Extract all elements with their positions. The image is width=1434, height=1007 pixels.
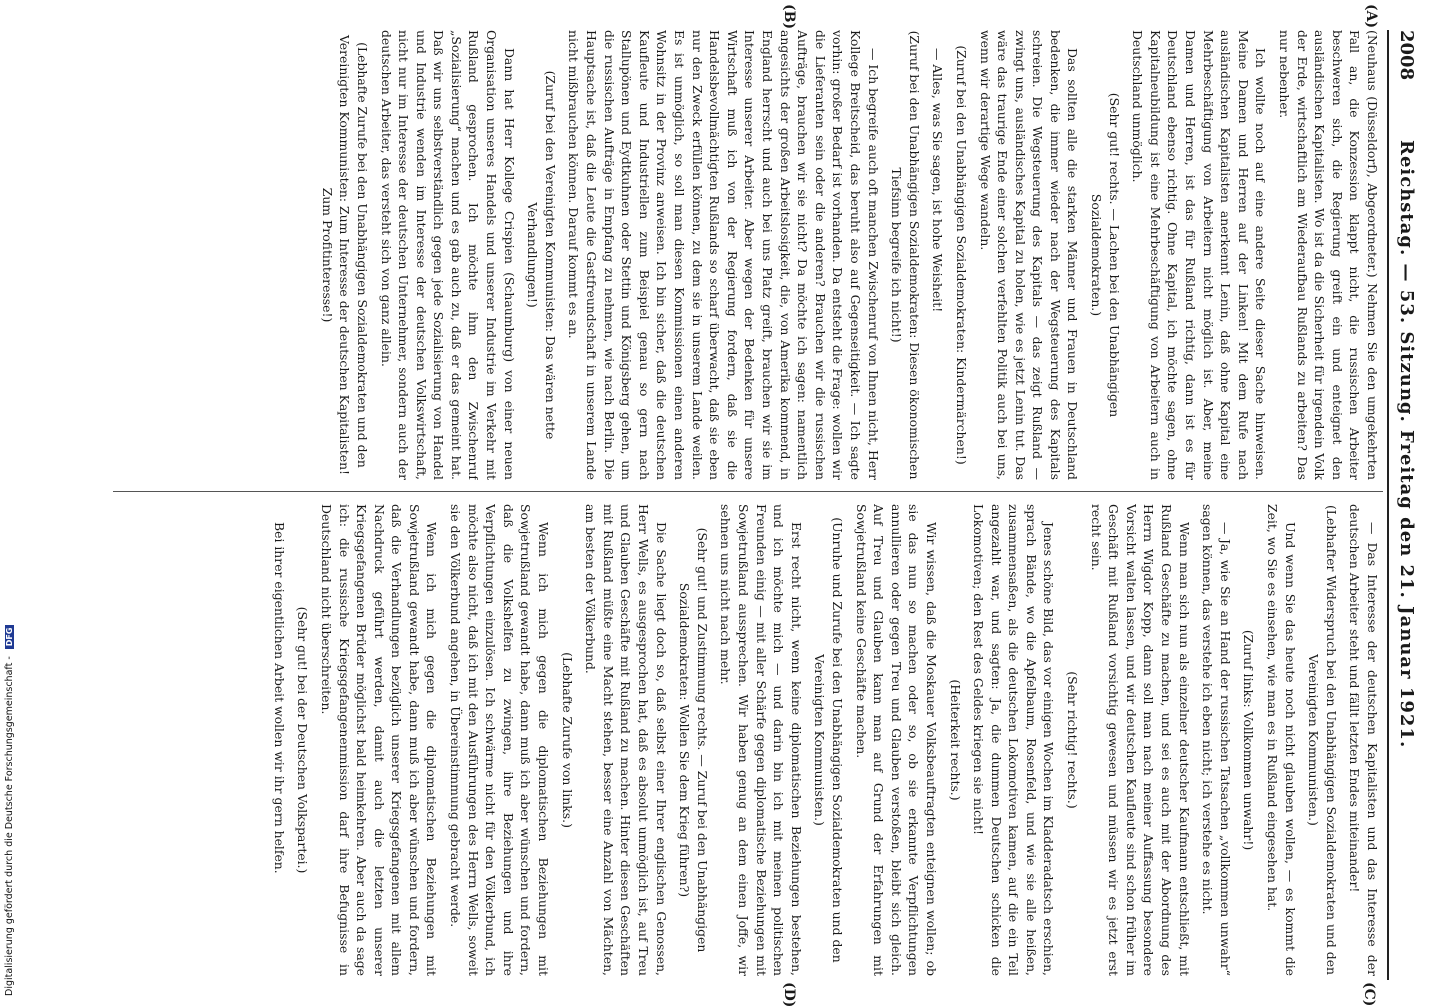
interjection: (Sehr gut! bei der Deutschen Volkspartei.)	[295, 606, 311, 874]
paragraph: Bei ihrer eigentlichen Arbeit wollen wir ihr gern helfen.	[271, 522, 287, 874]
margin-marker-a: (A)	[1363, 4, 1379, 29]
credit-text: Digitalisierung gefördert durch die Deutsche Forschungsgemeinschaft -	[4, 656, 15, 996]
interjection: (Unruhe und Zurufe bei den Unabhängigen Sozialdemokraten und den Vereinigten Kommunisten.)	[812, 517, 845, 963]
interjection: (Lebhafte Zurufe von links.)	[559, 652, 575, 828]
paragraph: Und wenn Sie das heute noch nicht glauben wollen, — es kommt die Zeit, wo Sie es einsehen, wie man es in Rußland eingesehen hat.	[1265, 504, 1298, 976]
interjection: (Lebhafter Widerspruch bei den Unabhängigen Sozialdemokraten und den Vereinigten Kommunisten.)	[1306, 504, 1339, 976]
margin-marker-c: (C)	[1361, 982, 1377, 1007]
right-column	[111, 504, 1381, 976]
interjection: (Zuruf bei den Unabhängigen Sozialdemokraten: Diesen ökonomischen Tiefsinn begreife ich nicht!)	[889, 30, 922, 480]
paragraph: — Alles, was Sie sagen, ist hohe Weisheit!	[930, 48, 946, 313]
margin-marker-d: (D)	[781, 982, 797, 1007]
interjection: (Lebhafte Zurufe bei den Unabhängigen Sozialdemokraten und den Vereinigten Kommunisten: Zum Interesse der deutschen Kapitalisten! Zum Profitinteresse!)	[319, 34, 370, 476]
paragraph: Ich wollte noch auf eine andere Seite dieser Sache hinweisen. Meine Damen und Herren auf der Linken! Mit dem Rufe nach ausländischen Kapitalisten anerkennt Lenin, daß ohne Kapital eine Mehrbeschäftigung von Arbeitern nicht möglich ist. Aber, meine Damen und Herren, ist das für Rußland richtig, dann ist es für Deutschland ebenso richtig. Ohne Kapital, ich möchte sagen, ohne Kapitalneubildung ist eine Mehrbeschäftigung von Arbeitern auch in Deutschland unmöglich.	[1130, 30, 1269, 480]
column-divider	[113, 491, 1383, 492]
paragraph: Die Sache liegt doch so, daß selbst einer Ihrer englischen Genossen, Herr Wells, es ausgesprochen hat, daß es absolut unmöglich ist, auf Treu und Glauben Geschäfte mit Rußland zu machen. Hinter diesen Geschäften mit Rußland müßte eine Macht stehen, besser eine Anzahl von Mächten, am besten der Völkerbund.	[583, 504, 669, 976]
paragraph: Wir wissen, daß die Moskauer Volksbeauftragten enteignen wollen; ob sie das nun so machen oder so, ob sie erkannte Verpflichtungen annullieren oder gegen Treu und Glauben verstoßen, bleibt sich gleich. Auf Treu und Glauben kann man auf Grund der Erfahrungen mit Sowjetrußland keine Geschäfte machen.	[853, 504, 939, 976]
paragraph: Wenn ich mich gegen die diplomatischen Beziehungen mit Sowjetrußland gewandt habe, dann muß ich aber wünschen und fordern, daß die Verhandlungen bezüglich unserer Kriegsgefangenen mit allem Nachdruck geführt werden, damit auch die letzten unserer Kriegsgefangenen Brüder möglichst bald heimkehren. Aber auch da sage ich: die russische Kriegsgefangenenmission darf ihre Befugnisse in Deutschland nicht überschreiten.	[318, 504, 440, 976]
interjection: (Sehr gut! rechts. — Lachen bei den Unabhängigen Sozialdemokraten.)	[1089, 92, 1122, 418]
header-title: Reichstag. — 53. Sitzung. Freitag den 21. Januar 1921.	[1396, 140, 1417, 749]
left-column	[111, 30, 1381, 480]
interjection: (Sehr gut! und Zustimmung rechts. — Zuruf bei den Unabhängigen Sozialdemokraten: Wollen Sie dem Krieg führen?)	[677, 527, 710, 953]
interjection: (Zuruf bei den Unabhängigen Sozialdemokraten: Kindermärchen!)	[953, 45, 969, 465]
page-header	[1391, 30, 1417, 980]
interjection: (Zuruf links: Vollkommen unwahr!)	[1241, 629, 1257, 851]
interjection: (Zuruf bei den Vereinigten Kommunisten: Das wären nette Verhandlungen!)	[525, 70, 558, 440]
margin-marker-b: (B)	[781, 4, 797, 30]
paragraph: Wenn man sich nun als einzelner deutscher Kaufmann entschließt, mit Rußland Geschäfte zu machen, und sei es auch mit der Abordnung des Herrn Wigdor Kopp, dann soll man nach meiner Auffassung besondere Vorsicht walten lassen, und wir deutschen Kaufleute sind schon früher im Geschäft mit Rußland vorsichtig gewesen und müssen wir es jetzt erst recht sein.	[1088, 504, 1192, 976]
paragraph: Das sollten alle die starken Männer und Frauen in Deutschland bedenken, die immer wieder nach der Wegsteuerung des Kapitals schreien. Die Wegsteuerung des Kapitals — das zeigt Rußland — zwingt uns, ausländisches Kapital zu holen, wie es jetzt Lenin tut. Das wäre das traurige Ende einer solchen verfehlten Politik auch bei uns, wenn wir derartige Wege wandeln.	[977, 30, 1081, 480]
paragraph: (Neuhaus (Düsseldorf), Abgeordneter.) Nehmen Sie den umgekehrten Fall an, die Konzession klappt nicht, die russischen Arbeiter beschweren sich, die Regierung greift ein und enteignet den ausländischen Kapitalisten. Wo ist da die Sicherheit für irgendein Volk der Erde, wirtschaftlich am Wiederaufbau Rußlands zu arbeiten? Das nur nebenher.	[1277, 30, 1380, 480]
paragraph: Dann hat Herr Kollege Crispien (Schaumburg) von einer neuen Organisation unseres Handels und unserer Industrie im Verkehr mit Rußland gesprochen. Ich möchte ihm den Zwischenruf „Sozialisierung“ machen und es gab auch zu, daß er das gemeint hat. Daß wir uns selbstverständlich gegen jede Sozialisierung von Handel und Industrie wenden im Interesse der deutschen Volkswirtschaft, nicht nur im Interesse der deutschen Unternehmer, sondern auch der deutschen Arbeiter, das versteht sich von ganz allein.	[378, 30, 517, 480]
paragraph: — Das Interesse der deutschen Kapitalisten und das Interesse der deutschen Arbeiter steht und fällt letzten Endes miteinander!	[1347, 504, 1380, 976]
paragraph: — Ich begreife auch oft manchen Zwischenruf von Ihnen nicht, Herr Kollege Breitscheid, das beruht also auf Gegenseitigkeit. — Ich sagte vorhin: großer Bedarf ist vorhanden. Da entsteht die Frage: wollen wir die Lieferanten sein oder die anderen? Brauchen wir die russischen Aufträge, brauchen wir sie nicht? Da möchte ich sagen: namentlich angesichts der großen Arbeitslosigkeit, die, von Amerika kommend, in England herrscht und auch bei uns Platz greift, brauchen wir sie im Interesse unserer Arbeiter. Aber wegen der Bedenken für unsere Wirtschaft muß ich von der Regierung fordern, daß sie die Handelsbevollmächtigten Rußlands so scharf überwacht, daß sie eben nur den Zweck erfüllen können, zu dem sie in unserem Lande weilen. Es ist unmöglich, so soll man diesen Kommissionen einen anderen Wohnsitz in der Provinz anweisen. Ich bin sicher, daß die deutschen Kaufleute und Industriellen zum Beispiel genau so gern nach Stallupönen und Eydtkuhnen oder Stettin und Königsberg gehen, um die russischen Aufträge in Empfang zu nehmen, wie nach Berlin. Die Hauptsache ist, daß die Leute die Gastfreundschaft in unserem Lande nicht mißbrauchen können. Darauf kommt es an.	[566, 30, 881, 480]
dfg-logo: DFG	[5, 625, 14, 650]
header-rule	[1387, 30, 1389, 980]
interjection: (Heiterkeit rechts.)	[947, 679, 963, 801]
digitization-credit	[4, 625, 15, 996]
paragraph: — Ja, wie Sie an Hand der russischen Tatsachen „vollkommen unwahr“ sagen können, das verstehe ich eben nicht; ich verstehe es nicht.	[1200, 504, 1233, 976]
paragraph: Wenn ich mich gegen die diplomatischen Beziehungen mit Sowjetrußland gewandt habe, dann muß ich aber wünschen und fordern, daß die Volkshelfen zu zwingen, ihre Beziehungen und ihre Verpflichtungen einzulösen. Ich schwärme nicht für den Völkerbund, ich möchte also nicht, daß ich mit den Ausführungen des Herrn Wells, soweit sie den Völkerbund angehen, in Übereinstimmung gebracht werde.	[448, 504, 552, 976]
interjection: (Sehr richtig! rechts.)	[1065, 671, 1081, 809]
paragraph: Erst recht nicht, wenn keine diplomatischen Beziehungen bestehen, und ich möchte mich — und darin bin ich mit meinen politischen Freunden einig — mit aller Schärfe gegen diplomatische Beziehungen mit Sowjetrußland aussprechen. Wir haben genug an dem einen Joffe, wir sehnen uns nicht nach mehr.	[718, 504, 804, 976]
paragraph: Jenes schöne Bild, das vor einigen Wochen im Kladderadatsch erschien, sprach Bände, wo die Apfelbaum, Rosenfeld, und wie sie alle heißen, zusammensaßen, als die deutschen Lokomotiven kamen, auf die ein Teil angezahlt war, und sagten: Ja, die dummen Deutschen schicken die Lokomotiven; den Rest des Geldes kriegen sie nicht!	[971, 504, 1057, 976]
rotated-page-content	[107, 4, 1417, 1007]
page-number: 2008	[1396, 30, 1417, 81]
